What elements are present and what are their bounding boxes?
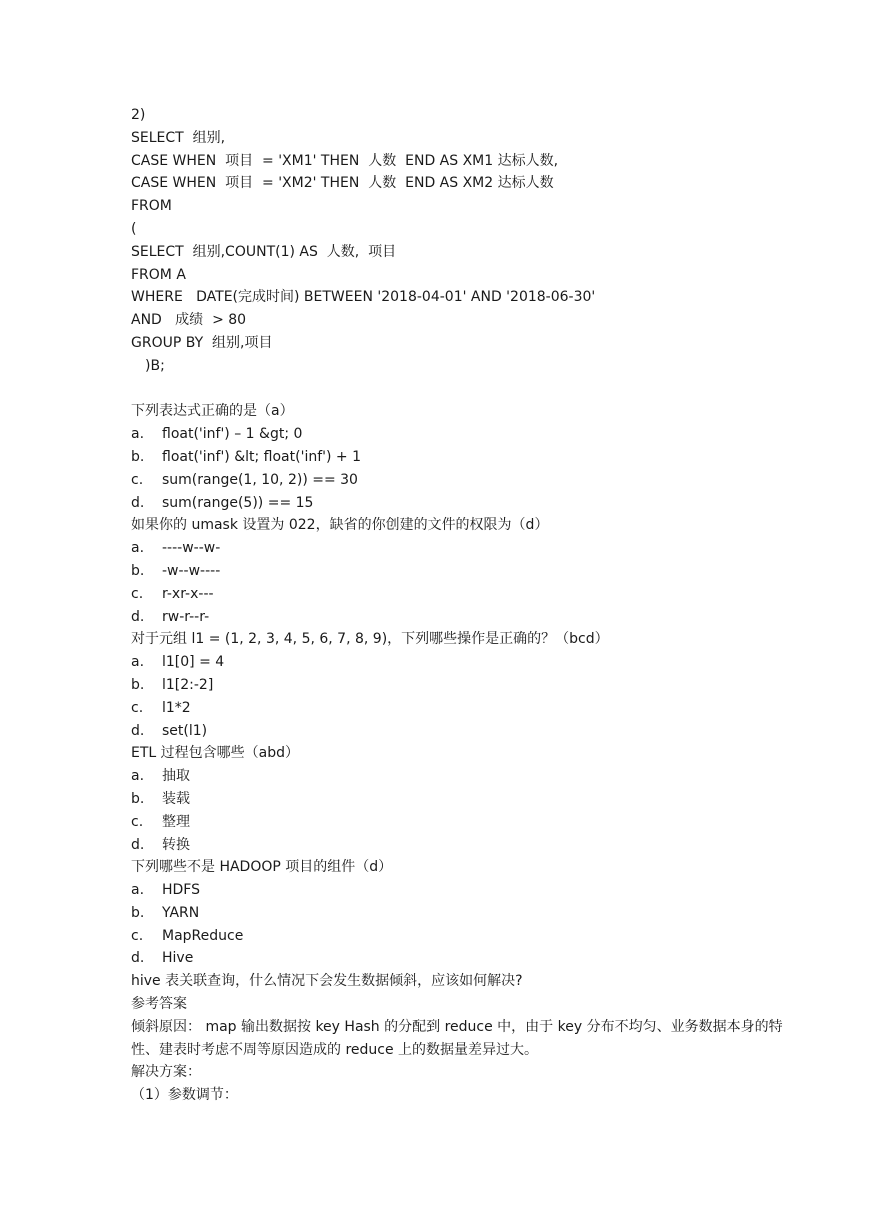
option-text: 整理 xyxy=(162,813,190,830)
option-text: l1[2:-2] xyxy=(162,676,214,693)
option-letter: b. xyxy=(131,790,145,807)
sql-line: FROM xyxy=(131,198,172,215)
option-text: 抽取 xyxy=(162,768,190,785)
question-title: 对于元组 l1 = (1, 2, 3, 4, 5, 6, 7, 8, 9)，下列哪些操作是正确的？（bcd） xyxy=(131,631,609,648)
sql-line: SELECT 组别,COUNT(1) AS 人数, 项目 xyxy=(131,243,397,260)
question-title: 下列表达式正确的是（a） xyxy=(131,403,294,420)
option-text: Hive xyxy=(162,950,194,967)
option-letter: b. xyxy=(131,904,145,921)
sql-line: CASE WHEN 项目 = 'XM2' THEN 人数 END AS XM2 达标人数 xyxy=(131,175,554,192)
option-letter: a. xyxy=(131,654,145,671)
option-b xyxy=(131,560,791,583)
sql-line: SELECT 组别, xyxy=(131,129,226,146)
question-block xyxy=(131,514,791,628)
option-text: 转换 xyxy=(162,836,190,853)
option-a xyxy=(131,765,791,788)
document-page xyxy=(131,104,791,1107)
hive-section xyxy=(131,970,791,1107)
question-block xyxy=(131,628,791,742)
sql-line: )B; xyxy=(145,357,165,374)
question-block xyxy=(131,742,791,856)
option-letter: b. xyxy=(131,562,145,579)
option-b xyxy=(131,902,791,925)
question-block xyxy=(131,856,791,970)
option-letter: b. xyxy=(131,448,145,465)
option-text: sum(range(5)) == 15 xyxy=(162,494,314,511)
option-b xyxy=(131,446,791,469)
option-c xyxy=(131,925,791,948)
option-text: 装载 xyxy=(162,790,190,807)
option-letter: b. xyxy=(131,676,145,693)
option-text: MapReduce xyxy=(162,927,244,944)
option-text: sum(range(1, 10, 2)) == 30 xyxy=(162,471,358,488)
option-letter: d. xyxy=(131,494,145,511)
question-title: 如果你的 umask 设置为 022，缺省的你创建的文件的权限为（d） xyxy=(131,517,549,534)
option-text: ----w--w- xyxy=(162,540,221,557)
sql-line: FROM A xyxy=(131,266,186,283)
option-letter: c. xyxy=(131,699,144,716)
option-text: l1[0] = 4 xyxy=(162,654,225,671)
option-b xyxy=(131,674,791,697)
option-c xyxy=(131,811,791,834)
question-block xyxy=(131,400,791,514)
option-d xyxy=(131,606,791,629)
sql-line: GROUP BY 组别,项目 xyxy=(131,334,273,351)
option-letter: c. xyxy=(131,585,144,602)
sql-line: WHERE DATE(完成时间) BETWEEN '2018-04-01' AND '2018-06-30' xyxy=(131,289,596,306)
sql-block xyxy=(131,104,791,378)
option-letter: c. xyxy=(131,813,144,830)
option-c xyxy=(131,469,791,492)
option-a xyxy=(131,651,791,674)
option-letter: d. xyxy=(131,608,145,625)
question-title: 下列哪些不是 HADOOP 项目的组件（d） xyxy=(131,859,393,876)
sql-line: AND 成绩 > 80 xyxy=(131,312,247,329)
option-b xyxy=(131,788,791,811)
sql-line: ( xyxy=(131,220,137,237)
option-d xyxy=(131,720,791,743)
option-letter: a. xyxy=(131,882,145,899)
option-letter: a. xyxy=(131,768,145,785)
option-d xyxy=(131,492,791,515)
option-letter: d. xyxy=(131,950,145,967)
option-letter: d. xyxy=(131,836,145,853)
sql-line: 2) xyxy=(131,107,146,123)
option-text: set(l1) xyxy=(162,722,208,739)
option-letter: a. xyxy=(131,540,145,557)
option-text: HDFS xyxy=(162,882,201,899)
solution-step-1: （1）参数调节： xyxy=(131,1087,238,1104)
option-text: YARN xyxy=(162,904,200,921)
option-a xyxy=(131,537,791,560)
sql-line: CASE WHEN 项目 = 'XM1' THEN 人数 END AS XM1 达标人数, xyxy=(131,152,559,169)
solution-label: 解决方案： xyxy=(131,1064,201,1081)
option-letter: c. xyxy=(131,927,144,944)
question-title: ETL 过程包含哪些（abd） xyxy=(131,745,299,762)
answer-label: 参考答案 xyxy=(131,996,187,1013)
option-a xyxy=(131,423,791,446)
option-letter: d. xyxy=(131,722,145,739)
option-d xyxy=(131,834,791,857)
option-text: -w--w---- xyxy=(162,562,221,579)
option-c xyxy=(131,583,791,606)
skew-cause-paragraph: 倾斜原因： map 输出数据按 key Hash 的分配到 reduce 中，由于 key 分布不均匀、业务数据本身的特性、建表时考虑不周等原因造成的 reduce 上的数据量差异过大。 xyxy=(131,1018,783,1058)
option-a xyxy=(131,879,791,902)
option-text: r-xr-x--- xyxy=(162,585,214,602)
option-c xyxy=(131,697,791,720)
option-letter: c. xyxy=(131,471,144,488)
option-letter: a. xyxy=(131,426,145,443)
blank-line xyxy=(131,378,791,401)
option-text: rw-r--r- xyxy=(162,608,210,625)
option-d xyxy=(131,947,791,970)
option-text: float('inf') – 1 &gt; 0 xyxy=(162,426,303,443)
hive-question: hive 表关联查询，什么情况下会发生数据倾斜，应该如何解决? xyxy=(131,973,523,990)
option-text: float('inf') &lt; float('inf') + 1 xyxy=(162,448,361,465)
option-text: l1*2 xyxy=(162,699,191,716)
